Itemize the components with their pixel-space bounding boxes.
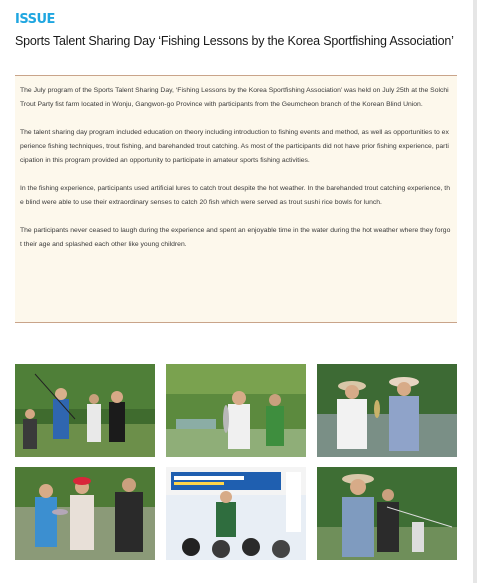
page-edge bbox=[473, 0, 477, 583]
photo-women-with-fish bbox=[317, 364, 457, 457]
article-title: Sports Talent Sharing Day ‘Fishing Lessons by the Korea Sportfishing Association’ bbox=[15, 34, 454, 48]
photo-man-holding-fish bbox=[166, 364, 306, 457]
article-body bbox=[15, 75, 457, 323]
photo-group-fishing-rods bbox=[15, 364, 155, 457]
article-paragraph: The talent sharing day program included education on theory including introduction to fishing events and method, as well as opportunities to experience fishing techniques, trout fishing, and barehanded trout catching. As most of the participants did not have prior fishing experience, participation in this program provided an opportunity to participate in amateur sports fishing activities. bbox=[20, 129, 449, 164]
article-paragraph: In the fishing experience, participants used artificial lures to catch trout despite the hot weather. In the barehanded trout catching experience, the blind were able to use their extraordinary senses to catch 20 fish which were served as trout sushi rice bowls for lunch. bbox=[20, 185, 450, 206]
photo-lecture-banner bbox=[166, 467, 306, 560]
section-label: ISSUE bbox=[15, 12, 55, 27]
photo-woman-fishing-line bbox=[317, 467, 457, 560]
photo-barehanded-catching bbox=[15, 467, 155, 560]
article-paragraph: The participants never ceased to laugh during the experience and spent an enjoyable time in the water during the hot weather where they forgot their age and splashed each other like young children. bbox=[20, 227, 451, 248]
article-paragraph: The July program of the Sports Talent Sharing Day, ‘Fishing Lessons by the Korea Sportfishing Association’ was held on July 25th at the Solchi Trout Party fist farm located in Wonju, Gangwon-go Province with participants from the Geumcheon branch of the Korean Blind Union. bbox=[20, 87, 449, 108]
